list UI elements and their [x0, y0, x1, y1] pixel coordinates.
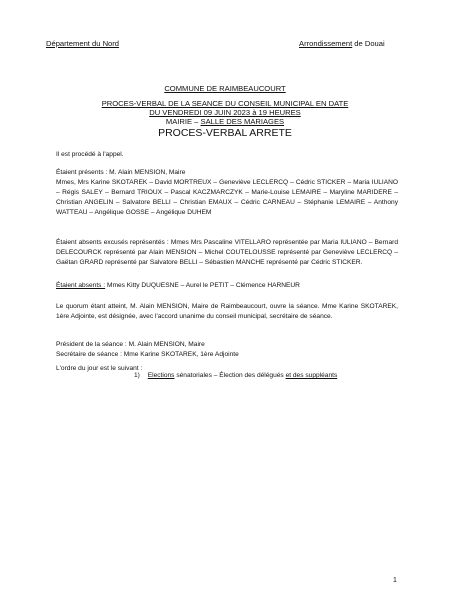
president-line: Président de la séance : M. Alain MENSION, Maire	[56, 341, 205, 348]
arrondissement-city: de Douai	[352, 39, 385, 48]
pv-title-line-1: PROCES-VERBAL DE LA SEANCE DU CONSEIL MUNICIPAL EN DATE	[101, 99, 349, 108]
absent-label: Étaient absents :	[56, 282, 106, 289]
agenda-item-number: 1)	[134, 372, 140, 379]
roll-call-text: Il est procédé à l'appel.	[56, 151, 124, 158]
absent-names: Mmes Kitty DUQUESNE – Aurel le PETIT – Clémence HARNEUR	[105, 282, 300, 289]
salle-label: SALLE DES MARIAGES	[200, 117, 285, 126]
pv-title-line-3	[0, 117, 450, 126]
page-number: 1	[393, 577, 397, 584]
agenda-item-text: sénatoriales – Élection des délégués	[174, 372, 286, 379]
pv-title-line-2: DU VENDREDI 09 JUIN 2023 à 19 HEURES	[149, 108, 301, 117]
commune-title: COMMUNE DE RAIMBEAUCOURT	[164, 84, 286, 93]
quorum-paragraph: Le quorum étant atteint, M. Alain MENSION, Maire de Raimbeaucourt, ouvre la séance. Mme Karine SKOTAREK, 1ère Adjointe, est désignée, avec l'accord unanime du conseil municipal, secrétaire de séance.	[56, 303, 398, 320]
absent-members	[56, 281, 398, 291]
agenda-item	[134, 372, 337, 379]
secretary-line: Secrétaire de séance : Mme Karine SKOTAREK, 1ère Adjointe	[56, 351, 239, 358]
mairie-label: MAIRIE –	[165, 117, 201, 126]
arrondissement-label: Arrondissement	[299, 39, 353, 48]
arrondissement-header	[299, 39, 385, 48]
excused-members: Étaient absents excusés représentés : Mmes Mrs Pascaline VITELLARO représentée par Maria IULIANO – Bernard DELECOURCK représenté par Alain MENSION – Michel COUTELOUSSE représenté par Geneviève LECLERCQ – Gaëtan GRARD représenté par Salvatore BELLI – Sébastien MANCHE représenté par Cédric STICKER.	[56, 239, 398, 266]
present-members: Étaient présents : M. Alain MENSION, Maire Mmes, Mrs Karine SKOTAREK – David MORTREUX – Geneviève LECLERCQ – Cédric STICKER – Maria IULIANO – Régis SALEY – Bernard TRIOUX – Pascal KACZMARCZYK – Marie-Louise LEMAIRE – Maryline MARIDERE – Christian ANGELIN – Salvatore BELLI – Christian EMAUX – Cédric CARNEAU – Stéphanie LEMAIRE – Anthony WATTEAU – Angélique GOSSE – Angélique DUHEM	[56, 169, 398, 216]
agenda-intro: L'ordre du jour est le suivant :	[56, 365, 143, 372]
department-header: Département du Nord	[46, 39, 120, 48]
document-title: PROCES-VERBAL ARRETE	[158, 127, 292, 139]
agenda-item-link-2: et des suppléants	[285, 372, 338, 379]
agenda-item-link: Elections	[147, 372, 175, 379]
